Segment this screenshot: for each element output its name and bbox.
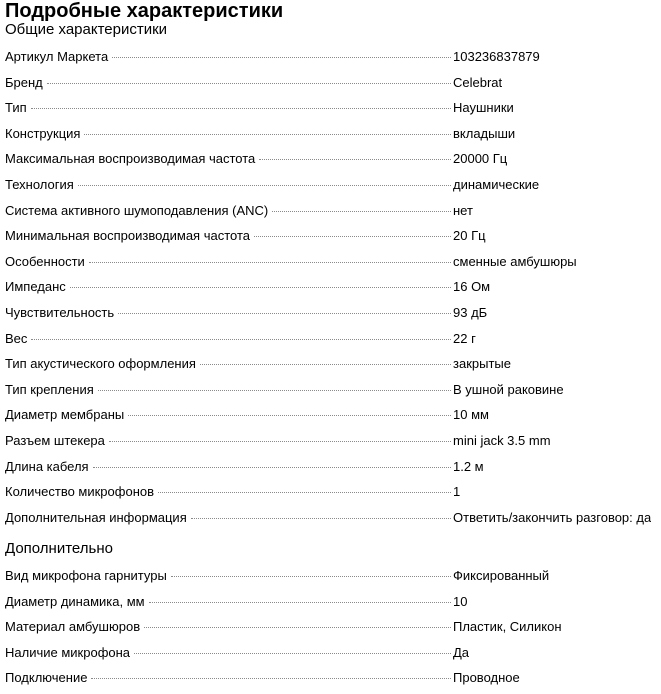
spec-name: Тип крепления <box>5 377 98 403</box>
spec-name-wrap <box>5 223 451 249</box>
spec-row <box>5 249 661 275</box>
spec-name-wrap <box>5 428 451 454</box>
section-title-extra: Дополнительно <box>5 540 113 557</box>
spec-name-wrap <box>5 249 451 275</box>
dotted-leader <box>118 312 451 314</box>
spec-name: Диаметр мембраны <box>5 402 128 428</box>
dotted-leader <box>91 677 451 679</box>
spec-row <box>5 665 661 691</box>
spec-value: mini jack 3.5 mm <box>453 432 551 448</box>
dotted-leader <box>70 286 451 288</box>
spec-row <box>5 121 661 147</box>
dotted-leader <box>191 517 451 519</box>
spec-name: Система активного шумоподавления (ANC) <box>5 198 272 224</box>
spec-name: Тип <box>5 95 31 121</box>
spec-value: Проводное <box>453 670 520 686</box>
dotted-leader <box>149 601 451 603</box>
spec-value: 16 Ом <box>453 279 491 295</box>
spec-name-wrap <box>5 172 451 198</box>
spec-row <box>5 198 661 224</box>
dotted-leader <box>89 261 451 263</box>
dotted-leader <box>259 158 451 160</box>
spec-row <box>5 589 661 615</box>
spec-row <box>5 274 661 300</box>
spec-name: Диаметр динамика, мм <box>5 589 149 615</box>
spec-value: 10 <box>453 593 468 609</box>
dotted-leader <box>272 210 451 212</box>
spec-row <box>5 377 661 403</box>
dotted-leader <box>93 466 451 468</box>
spec-value: Фиксированный <box>453 568 550 583</box>
spec-name: Максимальная воспроизводимая частота <box>5 146 259 172</box>
spec-name-wrap <box>5 589 451 615</box>
spec-row <box>5 505 661 531</box>
spec-name: Минимальная воспроизводимая частота <box>5 223 254 249</box>
dotted-leader <box>200 363 451 365</box>
spec-name-wrap <box>5 563 451 589</box>
spec-name-wrap <box>5 402 451 428</box>
spec-name-wrap <box>5 377 451 403</box>
spec-row <box>5 479 661 505</box>
spec-row <box>5 172 661 198</box>
dotted-leader <box>134 652 451 654</box>
spec-name-wrap <box>5 300 451 326</box>
spec-name: Конструкция <box>5 121 84 147</box>
dotted-leader <box>158 491 451 493</box>
dotted-leader <box>171 575 451 577</box>
spec-row <box>5 614 661 640</box>
spec-name-wrap <box>5 326 451 352</box>
spec-row <box>5 223 661 249</box>
spec-value: Пластик, Силикон <box>453 619 562 635</box>
spec-row <box>5 428 661 454</box>
spec-value: 20000 Гц <box>453 151 508 167</box>
spec-row <box>5 326 661 352</box>
spec-name-wrap <box>5 44 451 70</box>
spec-value: Да <box>453 644 470 660</box>
spec-row <box>5 640 661 666</box>
spec-value: вкладыши <box>453 125 516 141</box>
dotted-leader <box>144 626 451 628</box>
spec-name-wrap <box>5 274 451 300</box>
spec-name: Вес <box>5 326 31 352</box>
spec-value: Наушники <box>453 100 514 116</box>
spec-value: Ответить/закончить разговор: да <box>453 509 652 525</box>
spec-row <box>5 402 661 428</box>
dotted-leader <box>112 56 451 58</box>
spec-value: 93 дБ <box>453 304 488 320</box>
spec-value: 10 мм <box>453 407 489 423</box>
dotted-leader <box>109 440 451 442</box>
dotted-leader <box>47 82 451 84</box>
spec-name: Чувствительность <box>5 300 118 326</box>
spec-name-wrap <box>5 351 451 377</box>
spec-name: Материал амбушюров <box>5 614 144 640</box>
spec-name-wrap <box>5 198 451 224</box>
dotted-leader <box>98 389 451 391</box>
spec-value: сменные амбушюры <box>453 253 577 269</box>
spec-name: Наличие микрофона <box>5 640 134 666</box>
spec-name-wrap <box>5 454 451 480</box>
spec-name-wrap <box>5 121 451 147</box>
spec-name-wrap <box>5 614 451 640</box>
dotted-leader <box>78 184 451 186</box>
dotted-leader <box>31 338 451 340</box>
spec-name-wrap <box>5 505 451 531</box>
spec-name: Импеданс <box>5 274 70 300</box>
spec-row <box>5 95 661 121</box>
dotted-leader <box>84 133 451 135</box>
spec-name: Дополнительная информация <box>5 505 191 531</box>
spec-name-wrap <box>5 70 451 96</box>
spec-name: Количество микрофонов <box>5 479 158 505</box>
spec-name: Технология <box>5 172 78 198</box>
spec-value: В ушной раковине <box>453 381 564 397</box>
spec-name-wrap <box>5 665 451 691</box>
spec-value: 1 <box>453 484 461 500</box>
spec-row <box>5 70 661 96</box>
spec-name: Артикул Маркета <box>5 44 112 70</box>
spec-name-wrap <box>5 95 451 121</box>
spec-name-wrap <box>5 479 451 505</box>
dotted-leader <box>254 235 451 237</box>
spec-row <box>5 146 661 172</box>
spec-value: 1.2 м <box>453 458 484 474</box>
spec-row <box>5 351 661 377</box>
spec-name: Длина кабеля <box>5 454 93 480</box>
dotted-leader <box>128 414 451 416</box>
spec-name: Особенности <box>5 249 89 275</box>
spec-name: Разъем штекера <box>5 428 109 454</box>
spec-row <box>5 454 661 480</box>
page-title: Подробные характеристики <box>5 0 284 22</box>
spec-list-general <box>5 44 661 530</box>
spec-value: динамические <box>453 176 540 192</box>
spec-row <box>5 44 661 70</box>
spec-row <box>5 300 661 326</box>
spec-row <box>5 563 661 589</box>
spec-name-wrap <box>5 640 451 666</box>
spec-name: Бренд <box>5 70 47 96</box>
dotted-leader <box>31 107 451 109</box>
section-title-general: Общие характеристики <box>5 21 168 38</box>
spec-value: 20 Гц <box>453 228 486 244</box>
spec-name: Подключение <box>5 665 91 691</box>
spec-name: Тип акустического оформления <box>5 351 200 377</box>
spec-name: Вид микрофона гарнитуры <box>5 563 171 589</box>
spec-list-extra <box>5 563 661 691</box>
spec-name-wrap <box>5 146 451 172</box>
spec-value: 103236837879 <box>453 49 540 64</box>
spec-value: нет <box>453 202 473 218</box>
spec-value: 22 г <box>453 330 476 346</box>
spec-value: закрытые <box>453 356 511 372</box>
spec-value: Celebrat <box>453 74 503 90</box>
